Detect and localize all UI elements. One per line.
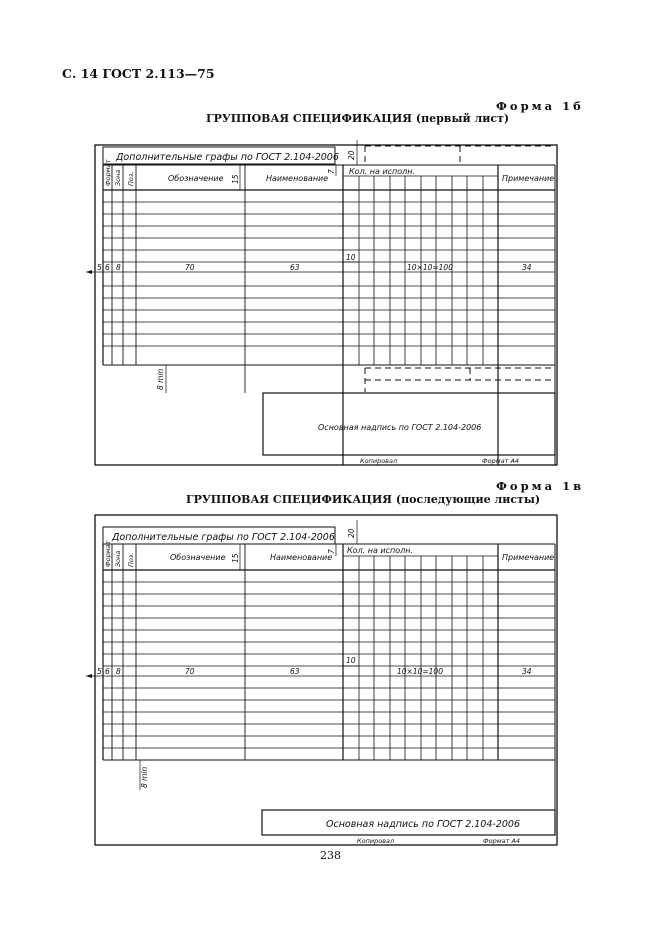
form-title-sub: (последующие листы) xyxy=(395,493,541,506)
col-name: Наименование xyxy=(270,553,333,562)
dim-top: 20 xyxy=(347,150,356,160)
col-note: Примечание xyxy=(502,553,555,562)
dim-zone: 6 xyxy=(105,263,110,272)
page-header: С. 14 ГОСТ 2.113—75 xyxy=(62,66,215,81)
dim-qty: 10×10=100 xyxy=(407,263,453,272)
col-qty: Кол. на исполн. xyxy=(349,167,416,176)
title-block-note: Основная надпись по ГОСТ 2.104-2006 xyxy=(326,819,520,830)
dim-name: 63 xyxy=(290,263,300,272)
col-qty: Кол. на исполн. xyxy=(347,546,414,555)
form-title-main: ГРУППОВАЯ СПЕЦИФИКАЦИЯ xyxy=(186,493,393,506)
dim-pos: 8 xyxy=(116,667,121,676)
dim-note: 34 xyxy=(522,667,532,676)
form-label: Форма 1б xyxy=(496,99,584,113)
dim-header2: 7 xyxy=(327,169,336,174)
footer-format: Формат А4 xyxy=(483,837,521,845)
title-block-note: Основная надпись по ГОСТ 2.104-2006 xyxy=(318,423,482,432)
col-pos: Поз. xyxy=(127,171,135,186)
dim-designation: 70 xyxy=(185,263,195,272)
dim-header: 15 xyxy=(231,174,240,184)
col-designation: Обозначение xyxy=(170,553,226,562)
dim-zone: 6 xyxy=(105,667,110,676)
dim-header2: 7 xyxy=(327,549,336,554)
sheet-frame xyxy=(95,515,557,845)
dim-format: 5 xyxy=(97,263,102,272)
col-format: Формат xyxy=(104,540,112,567)
dim-note: 34 xyxy=(522,263,532,272)
footer-copied: Копировал xyxy=(357,837,395,845)
dim-top: 20 xyxy=(347,528,356,538)
dim-header: 15 xyxy=(231,553,240,563)
extra-columns-note: Дополнительные графы по ГОСТ 2.104-2006 xyxy=(112,532,335,543)
dim-name: 63 xyxy=(290,667,300,676)
dim-designation: 70 xyxy=(185,667,195,676)
form-label: Форма 1в xyxy=(496,479,585,493)
dim-min: 8 min xyxy=(156,368,165,390)
form-title-main: ГРУППОВАЯ СПЕЦИФИКАЦИЯ xyxy=(206,112,413,125)
footer-copied: Копировал xyxy=(360,457,398,465)
col-name: Наименование xyxy=(266,174,329,183)
col-note: Примечание xyxy=(502,174,555,183)
page-number: 238 xyxy=(320,849,341,862)
dim-pos: 8 xyxy=(116,263,121,272)
dim-qty-col: 10 xyxy=(346,656,356,665)
dim-min: 8 min xyxy=(140,766,149,788)
form-title-sub: (первый лист) xyxy=(415,112,510,125)
footer-format: Формат А4 xyxy=(482,457,520,465)
dim-qty-col: 10 xyxy=(346,253,356,262)
col-format: Формат xyxy=(104,159,112,186)
col-zone: Зона xyxy=(114,169,122,186)
col-pos: Поз. xyxy=(127,552,135,567)
extra-columns-note: Дополнительные графы по ГОСТ 2.104-2006 xyxy=(116,152,339,163)
dim-format: 5 xyxy=(97,667,102,676)
col-zone: Зона xyxy=(114,550,122,567)
col-designation: Обозначение xyxy=(168,174,224,183)
dim-qty: 10×10=100 xyxy=(397,667,443,676)
